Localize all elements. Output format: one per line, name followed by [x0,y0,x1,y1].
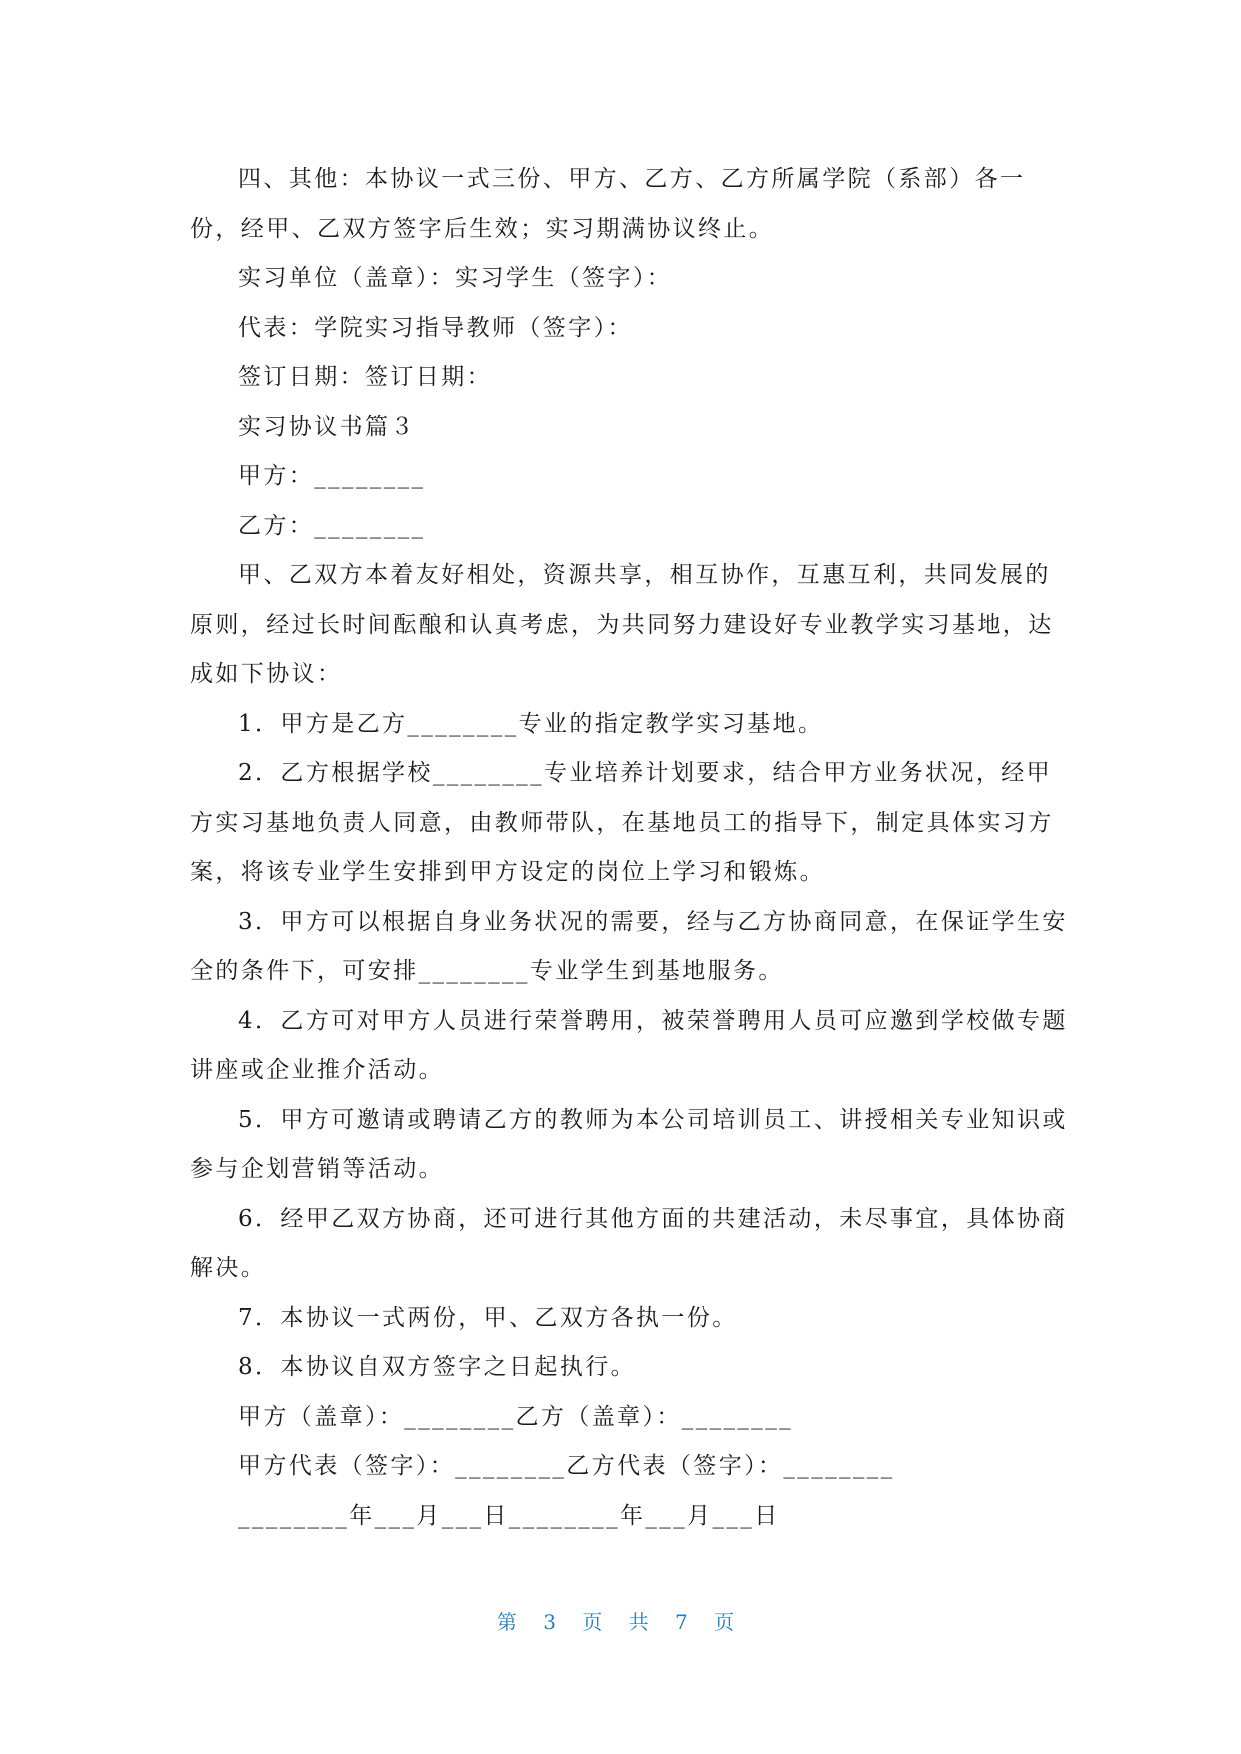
text-line: 7．本协议一式两份，甲、乙双方各执一份。 [238,1304,738,1331]
text-line: 8．本协议自双方签字之日起执行。 [238,1354,637,1380]
text-line: 甲方代表（签字）：________乙方代表（签字）：________ [238,1453,895,1479]
document-body [190,155,1068,1541]
text-line: 5．甲方可邀请或聘请乙方的教师为本公司培训员工、讲授相关专业知识或 [238,1106,1068,1133]
text-line: 代表：学院实习指导教师（签字）： [238,314,633,341]
text-line: 原则，经过长时间酝酿和认真考虑，为共同努力建设好专业教学实习基地，达 [190,611,1054,638]
text-line: 4．乙方可对甲方人员进行荣誉聘用，被荣誉聘用人员可应邀到学校做专题 [238,1007,1068,1034]
text-line: 参与企划营销等活动。 [190,1156,444,1182]
text-line: ________年___月___日________年___月___日 [238,1502,780,1529]
text-line: 案，将该专业学生安排到甲方设定的岗位上学习和锻炼。 [190,859,825,885]
text-line: 签订日期：签订日期： [238,364,492,390]
text-line: 乙方：________ [238,512,426,539]
text-line: 3．甲方可以根据自身业务状况的需要，经与乙方协商同意，在保证学生安 [238,908,1068,935]
text-line: 解决。 [190,1255,267,1281]
text-line: 甲方：________ [238,463,426,489]
text-line: 份，经甲、乙双方签字后生效；实习期满协议终止。 [190,215,775,242]
text-line: 2．乙方根据学校________专业培养计划要求，结合甲方业务状况，经甲 [238,760,1053,786]
text-line: 甲方（盖章）：________乙方（盖章）：________ [238,1403,793,1430]
text-line: 方实习基地负责人同意，由教师带队，在基地员工的指导下，制定具体实习方 [190,809,1054,836]
text-line: 全的条件下，可安排________专业学生到基地服务。 [190,958,784,984]
text-line: 成如下协议： [190,661,343,687]
text-line: 甲、乙双方本着友好相处，资源共享，相互协作，互惠互利，共同发展的 [238,562,1051,588]
text-line: 四、其他：本协议一式三份、甲方、乙方、乙方所属学院（系部）各一 [238,166,1026,192]
text-line: 讲座或企业推介活动。 [190,1057,444,1083]
text-line: 实习单位（盖章）：实习学生（签字）： [238,265,673,291]
text-line: 实习协议书篇３ [238,413,416,440]
page-footer: 第 3 页 共 7 页 [496,1610,745,1634]
text-line: 1．甲方是乙方________专业的指定教学实习基地。 [238,710,824,737]
text-line: 6．经甲乙双方协商，还可进行其他方面的共建活动，未尽事宜，具体协商 [238,1205,1068,1232]
